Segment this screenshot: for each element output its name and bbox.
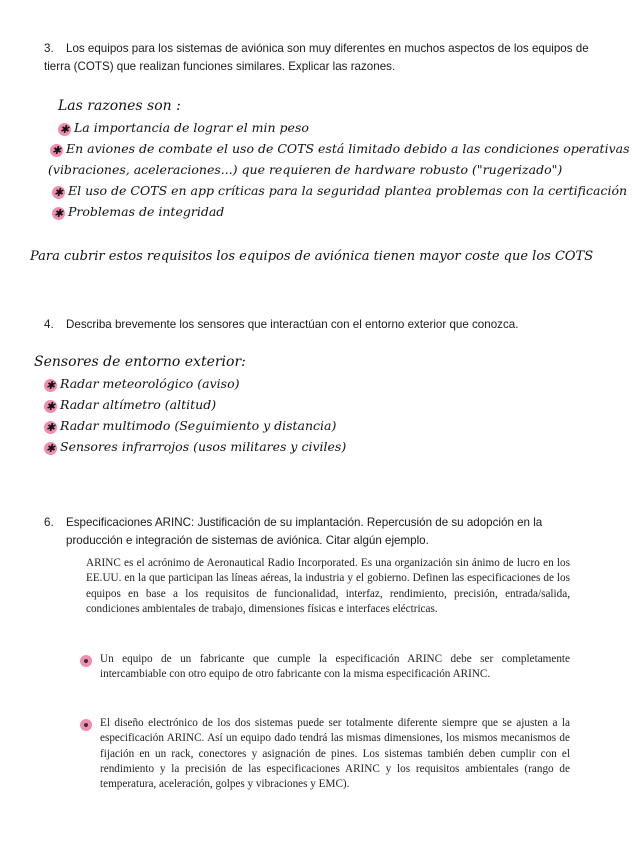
asterisk-icon: ✱ <box>59 123 70 136</box>
answer-item: ✱ Sensores infrarrojos (usos militares y civiles) <box>45 439 347 455</box>
question-6 <box>44 514 604 550</box>
answer-3-conclusion: Para cubrir estos requisitos los equipos de aviónica tienen mayor coste que los COTS <box>30 249 594 264</box>
answer-6-bullet <box>80 652 570 683</box>
question-text: Describa brevemente los sensores que interactúan con el entorno exterior que conozca. <box>66 318 519 331</box>
asterisk-icon: ✱ <box>51 144 62 157</box>
asterisk-icon: ✱ <box>53 207 64 220</box>
question-3 <box>44 40 604 76</box>
answer-4 <box>34 352 346 457</box>
question-text: Los equipos para los sistemas de aviónica son muy diferentes en muchos aspectos de los equipos de tierra (COTS) que realizan funciones similares. Explicar las razones. <box>44 42 589 73</box>
answer-item: ✱ Radar meteorológico (aviso) <box>45 376 240 392</box>
bullet-text: Un equipo de un fabricante que cumple la especificación ARINC debe ser completamente intercambiable con otro equipo de otro fabricante con la misma especificación ARINC. <box>100 653 570 681</box>
question-text-line-1: Especificaciones ARINC: Justificación de su implantación. Repercusión de su adopción en la <box>66 516 543 529</box>
answer-3 <box>48 96 630 222</box>
bullet-text: El diseño electrónico de los dos sistemas puede ser totalmente diferente siempre que se ajusten a la especificación ARINC. Así un equipo dado tendrá las mismas dimensiones, los mismos mecanismos de fijación en un rack, conectores y asignación de pines. Los sistemas también deben cumplir con el rendimiento y la precisión de las especificaciones ARINC y los requisitos ambientales (rango de temperatura, aceleración, golpes y vibraciones y EMC). <box>100 717 570 791</box>
answer-intro: Sensores de entorno exterior: <box>34 354 246 370</box>
asterisk-icon: ✱ <box>53 186 64 199</box>
answer-item: ✱ En aviones de combate el uso de COTS está limitado debido a las condiciones operativas <box>51 141 630 157</box>
bullet-dot-icon <box>80 655 92 667</box>
answer-item: ✱ Problemas de integridad <box>53 204 225 220</box>
answer-6-paragraph: ARINC es el acrónimo de Aeronautical Radio Incorporated. Es una organización sin ánimo de lucro en los EE.UU. en la que participan las líneas aéreas, la industria y el gobierno. Definen las especificaciones de los equipos en base a los requisitos de funcionalidad, interfaz, rendimiento, precisión, entrada/salida, condiciones ambientales de trabajo, dimensiones físicas e interfaces eléctricas. <box>86 557 570 615</box>
answer-6-bullet <box>80 716 570 792</box>
answer-item: ✱ Radar altímetro (altitud) <box>45 397 217 413</box>
answer-item-continuation: (vibraciones, aceleraciones...) que requieren de hardware robusto ("rugerizado") <box>48 162 563 177</box>
question-number: 4. <box>44 318 54 331</box>
question-text-line-2: producción e integración de sistemas de aviónica. Citar algún ejemplo. <box>66 534 429 547</box>
asterisk-icon: ✱ <box>45 400 56 413</box>
answer-intro: Las razones son : <box>58 98 181 114</box>
question-4 <box>44 316 604 334</box>
answer-item: ✱ La importancia de lograr el min peso <box>59 120 309 136</box>
answer-item: ✱ El uso de COTS en app críticas para la seguridad plantea problemas con la certificación <box>53 183 628 199</box>
question-number: 3. <box>44 42 54 55</box>
asterisk-icon: ✱ <box>45 421 56 434</box>
question-number: 6. <box>44 516 54 529</box>
asterisk-icon: ✱ <box>45 379 56 392</box>
answer-item: ✱ Radar multimodo (Seguimiento y distancia) <box>45 418 337 434</box>
bullet-dot-icon <box>80 719 92 731</box>
asterisk-icon: ✱ <box>45 442 56 455</box>
